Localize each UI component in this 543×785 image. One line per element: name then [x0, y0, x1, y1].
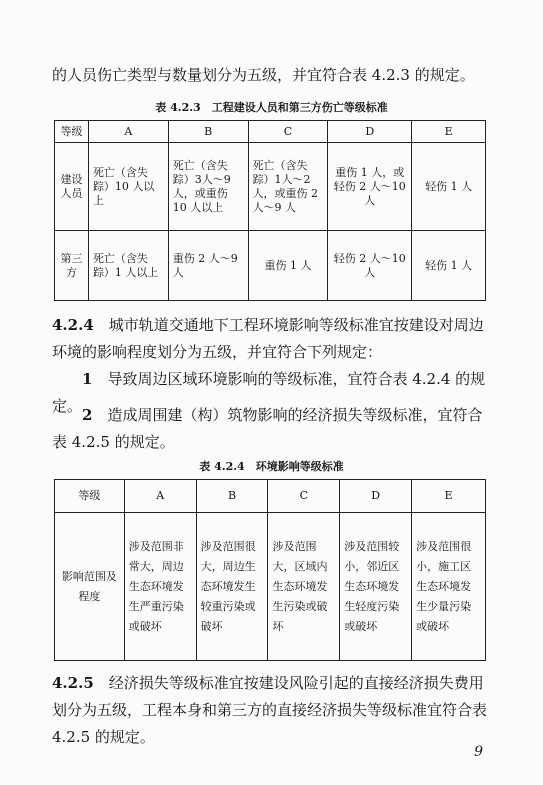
table-cell: 死亡（含失踪）10 人以上 [88, 143, 168, 231]
item-text: 导致周边区域环境影响的等级标准，宜符合表 4.2.4 的规定。 [52, 370, 486, 415]
table-cell: 死亡（含失踪）1 人以上 [88, 231, 168, 301]
row-label: 第三方 [55, 231, 89, 301]
header-cell: C [248, 121, 328, 143]
table-header-row [55, 480, 486, 513]
table-cell: 涉及范围较小，邻近区生态环境发生轻度污染或破坏 [340, 513, 412, 661]
table-header-row [55, 121, 486, 143]
table-cell: 死亡（含失踪）1人～2人，或重伤 2 人～9 人 [248, 143, 328, 231]
header-cell: D [340, 480, 412, 513]
table-row [55, 513, 486, 661]
item-number: 1 [82, 370, 93, 388]
header-cell: A [88, 121, 168, 143]
table-cell: 涉及范围很大，周边生态环境发生较重污染或破坏 [196, 513, 268, 661]
intro-paragraph: 的人员伤亡类型与数量划分为五级，并宜符合表 4.2.3 的规定。 [52, 66, 475, 84]
header-cell: E [412, 121, 486, 143]
table-cell: 死亡（含失踪）3人～9人，或重伤 10 人以上 [168, 143, 248, 231]
header-cell: B [168, 121, 248, 143]
header-cell: D [328, 121, 412, 143]
table-cell: 涉及范围非常大，周边生态环境发生严重污染或破坏 [124, 513, 196, 661]
section-4-2-4 [52, 312, 492, 366]
environment-impact-table [54, 479, 486, 661]
table-cell: 重伤 1 人，或轻伤 2 人～10 人 [328, 143, 412, 231]
injury-grade-table [54, 120, 486, 301]
section-text: 城市轨道交通地下工程环境影响等级标准宜按建设对周边环境的影响程度划分为五级，并宜符合下列规定： [52, 316, 484, 361]
table-row [55, 143, 486, 231]
table-cell: 轻伤 2 人～10 人 [328, 231, 412, 301]
header-cell: B [196, 480, 268, 513]
table-cell: 涉及范围很小，施工区生态环境发生少量污染或破坏 [412, 513, 486, 661]
table-4-2-3-caption: 表 4.2.3 工程建设人员和第三方伤亡等级标准 [155, 101, 388, 114]
table-row [55, 231, 486, 301]
page-number: 9 [474, 744, 483, 760]
row-label: 影响范围及程度 [55, 513, 125, 661]
header-cell: 等级 [55, 121, 89, 143]
table-cell: 涉及范围大，区域内生态环境发生污染或破坏 [268, 513, 340, 661]
section-text: 经济损失等级标准宜按建设风险引起的直接经济损失费用划分为五级，工程本身和第三方的直接经济损失等级标准宜符合表 4.2.5 的规定。 [52, 674, 488, 746]
header-cell: C [268, 480, 340, 513]
header-cell: 等级 [55, 480, 125, 513]
item-text: 造成周围建（构）筑物影响的经济损失等级标准，宜符合表 4.2.5 的规定。 [52, 406, 483, 451]
header-cell: A [124, 480, 196, 513]
table-cell: 轻伤 1 人 [412, 143, 486, 231]
header-cell: E [412, 480, 486, 513]
row-label: 建设人员 [55, 143, 89, 231]
table-cell: 轻伤 1 人 [412, 231, 486, 301]
item-number: 2 [82, 406, 93, 424]
section-number: 4.2.4 [52, 316, 94, 334]
section-4-2-5 [52, 670, 492, 751]
item-2 [52, 402, 492, 456]
table-cell: 重伤 1 人 [248, 231, 328, 301]
section-number: 4.2.5 [52, 674, 94, 692]
table-cell: 重伤 2 人～9 人 [168, 231, 248, 301]
table-4-2-4-caption: 表 4.2.4 环境影响等级标准 [199, 460, 344, 473]
